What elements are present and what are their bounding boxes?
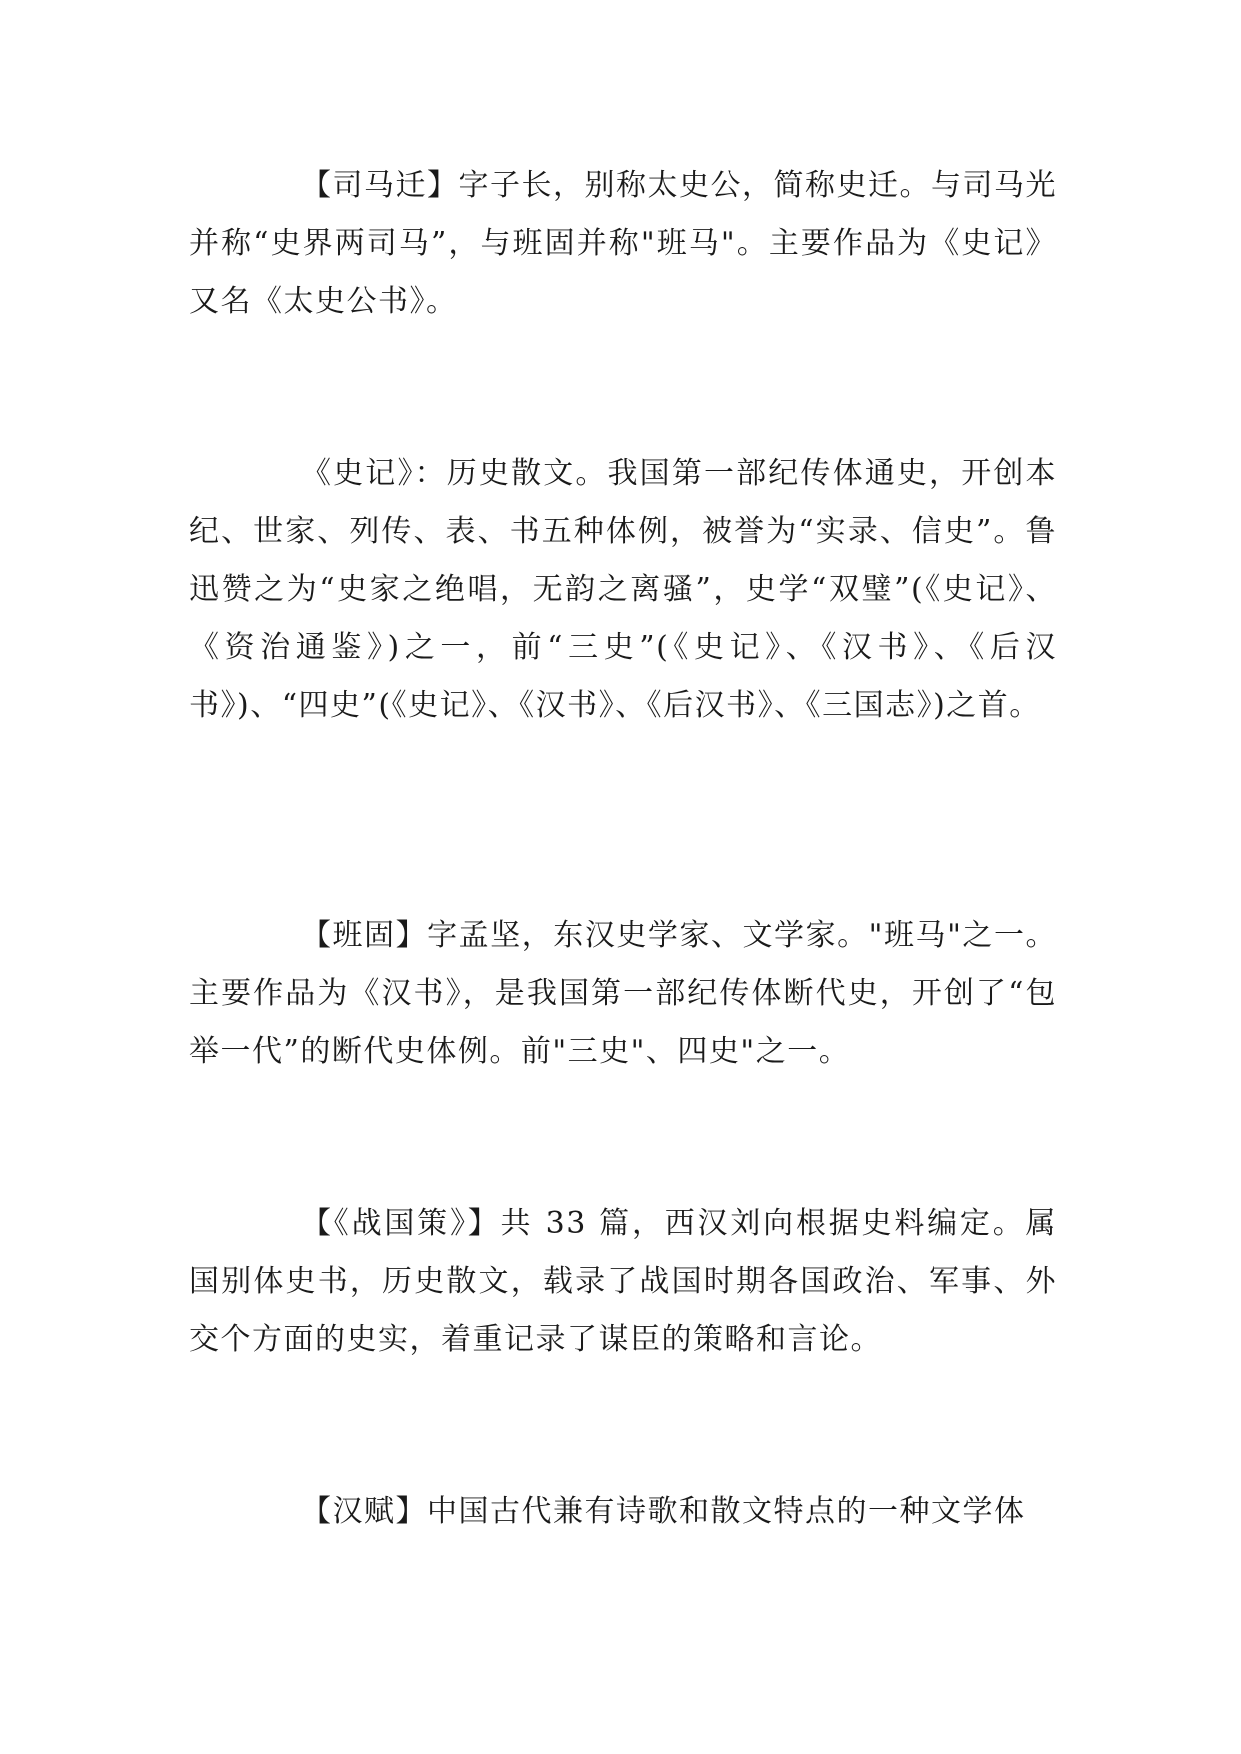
entry-han-fu: 【汉赋】中国古代兼有诗歌和散文特点的一种文学体 xyxy=(301,1494,1026,1529)
entry-zhanguoce: 【《战国策》】共 33 篇，西汉刘向根据史料编定。属国别体史书，历史散文，载录了战国时期各国政治、军事、外交个方面的史实，着重记录了谋臣的策略和言论。 xyxy=(189,1206,1057,1357)
entry-shiji: 《史记》：历史散文。我国第一部纪传体通史，开创本纪、世家、列传、表、书五种体例，被誉为“实录、信史”。鲁迅赞之为“史家之绝唱，无韵之离骚”，史学“双璧”(《史记》、《资治通鉴》)之一，前“三史”(《史记》、《汉书》、《后汉书》)、“四史”(《史记》、《汉书》、《后汉书》、《三国志》)之首。 xyxy=(189,456,1057,723)
entry-sima-qian: 【司马迁】字子长，别称太史公，简称史迁。与司马光并称“史界两司马”，与班固并称"班马"。主要作品为《史记》又名《太史公书》。 xyxy=(189,168,1057,319)
entry-ban-gu: 【班固】字孟坚，东汉史学家、文学家。"班马"之一。主要作品为《汉书》，是我国第一部纪传体断代史，开创了“包举一代”的断代史体例。前"三史"、四史"之一。 xyxy=(189,918,1057,1069)
